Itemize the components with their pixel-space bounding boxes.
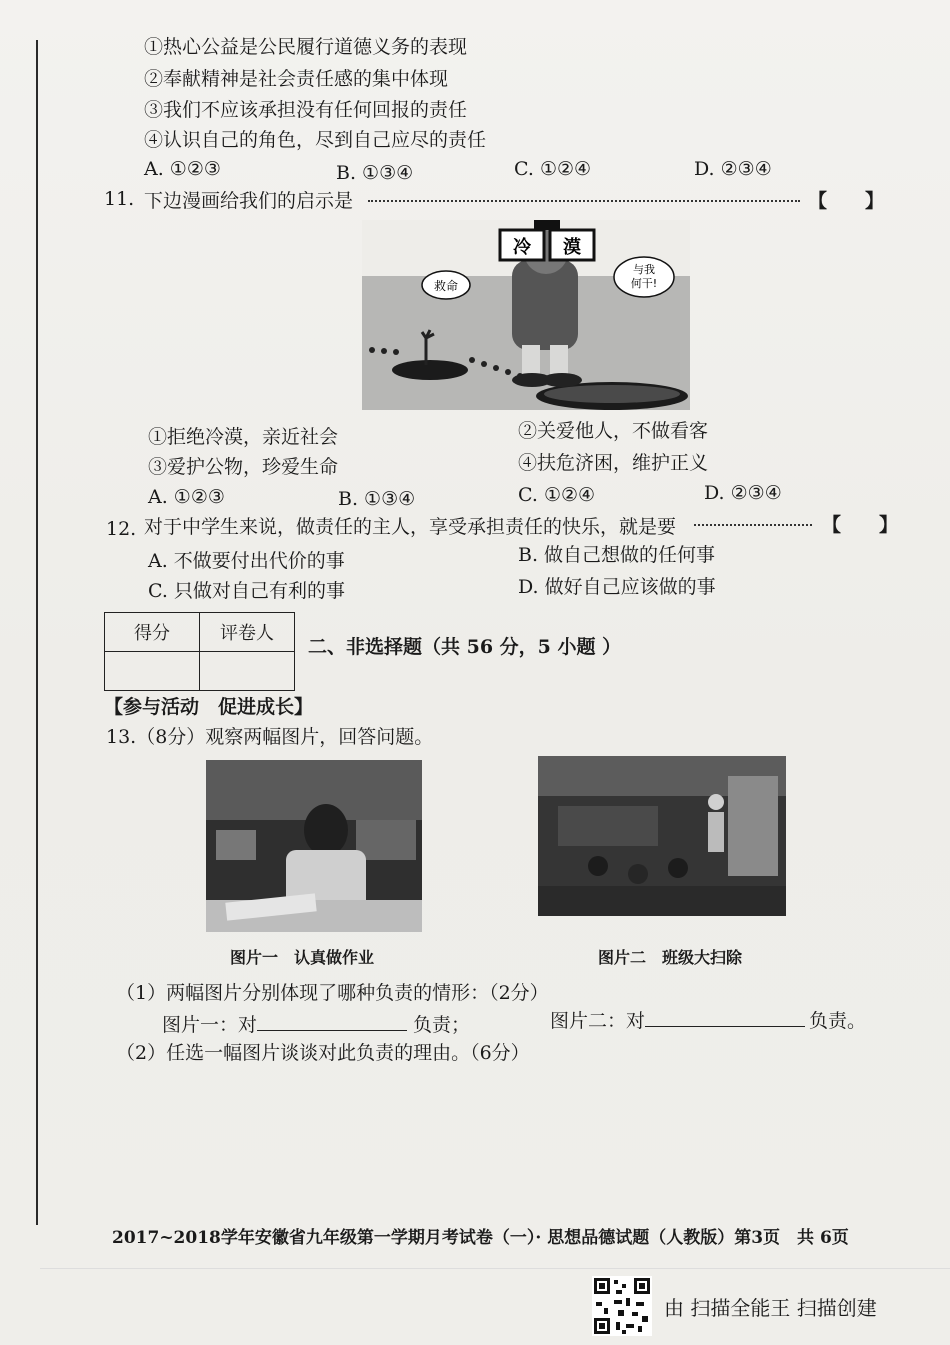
caption-photo-1: 图片一 认真做作业: [230, 948, 375, 967]
answer-blank-2[interactable]: [645, 1026, 805, 1027]
q10-option-c: C. ①②④: [514, 158, 592, 180]
q10-option-b: B. ①③④: [336, 162, 414, 184]
q10-item-4: ④认识自己的角色，尽到自己应尽的责任: [144, 129, 487, 151]
scanner-watermark: 由 扫描全能王 扫描创建: [664, 1296, 877, 1320]
bubble-reply-line1: 与我: [633, 263, 655, 276]
q10-item-3: ③我们不应该承担没有任何回报的责任: [144, 99, 468, 121]
q12-option-b: B. 做自己想做的任何事: [518, 544, 716, 566]
grader-header: 评卷人: [200, 613, 295, 652]
q13-sub1-left-suffix: 负责；: [413, 1014, 471, 1036]
q11-option-a: A. ①②③: [148, 486, 225, 508]
q10-option-a: A. ①②③: [144, 158, 221, 180]
q13-sub1-right: [550, 1012, 866, 1031]
q13-sub1-right-suffix: 负责。: [809, 1010, 867, 1032]
q12-number: 12.: [106, 518, 137, 540]
q11-item-1: ①拒绝冷漠，亲近社会: [148, 426, 339, 448]
q12-option-d: D. 做好自己应该做的事: [518, 576, 716, 598]
score-cell: [105, 652, 200, 691]
grader-cell: [200, 652, 295, 691]
footer-divider: [40, 1268, 950, 1269]
q13-subquestion-1: （1）两幅图片分别体现了哪种负责的情形：（2分）: [116, 982, 549, 1004]
q11-item-4: ④扶危济困，维护正义: [518, 452, 709, 474]
q11-option-d: D. ②③④: [704, 482, 782, 504]
q12-leader-dots: [694, 512, 812, 526]
bubble-help: 救命: [433, 279, 459, 293]
q11-leader-dots: [368, 188, 800, 202]
qr-code-icon: [592, 1276, 652, 1336]
q10-option-d: D. ②③④: [694, 158, 772, 180]
q11-option-b: B. ①③④: [338, 488, 416, 510]
q11-answer-bracket: 【 】: [808, 190, 885, 212]
q12-option-a: A. 不做要付出代价的事: [148, 550, 345, 572]
binding-margin-line: [36, 40, 38, 1225]
bubble-reply-line2: 何干!: [630, 277, 658, 290]
photo-homework: [206, 760, 422, 932]
caption-photo-2: 图片二 班级大扫除: [598, 948, 743, 967]
q11-number: 11.: [104, 188, 135, 210]
q11-option-c: C. ①②④: [518, 484, 596, 506]
sign-right: 漠: [563, 237, 581, 258]
answer-blank-1[interactable]: [257, 1030, 407, 1031]
section2-title: 二、非选择题（共 56 分，5 小题 ）: [308, 636, 622, 658]
q10-item-1: ①热心公益是公民履行道德义务的表现: [144, 36, 468, 58]
q13-stem: 13.（8分）观察两幅图片，回答问题。: [106, 726, 434, 748]
q12-option-c: C. 只做对自己有利的事: [148, 580, 345, 602]
q13-sub1-left: [162, 1016, 470, 1035]
q13-sub1-right-prefix: 图片二：对: [550, 1010, 646, 1032]
q11-item-3: ③爱护公物，珍爱生命: [148, 456, 339, 478]
photo-cleaning: [538, 756, 786, 916]
q11-item-2: ②关爱他人，不做看客: [518, 420, 709, 442]
score-table: [104, 612, 295, 691]
sign-left: 冷: [513, 237, 531, 258]
cartoon-image: [362, 220, 690, 410]
section-tag: 【参与活动 促进成长】: [104, 696, 314, 718]
q13-sub1-left-prefix: 图片一：对: [162, 1014, 258, 1036]
q12-stem: 对于中学生来说，做责任的主人，享受承担责任的快乐，就是要: [144, 516, 677, 538]
q11-stem: 下边漫画给我们的启示是: [144, 190, 354, 212]
q12-answer-bracket: 【 】: [822, 514, 899, 536]
q10-item-2: ②奉献精神是社会责任感的集中体现: [144, 68, 449, 90]
q13-subquestion-2: （2）任选一幅图片谈谈对此负责的理由。（6分）: [116, 1042, 530, 1064]
page-footer: 2017~2018学年安徽省九年级第一学期月考试卷（一）· 思想品德试题（人教版）第3页 共 6页: [112, 1228, 849, 1248]
score-header: 得分: [105, 613, 200, 652]
